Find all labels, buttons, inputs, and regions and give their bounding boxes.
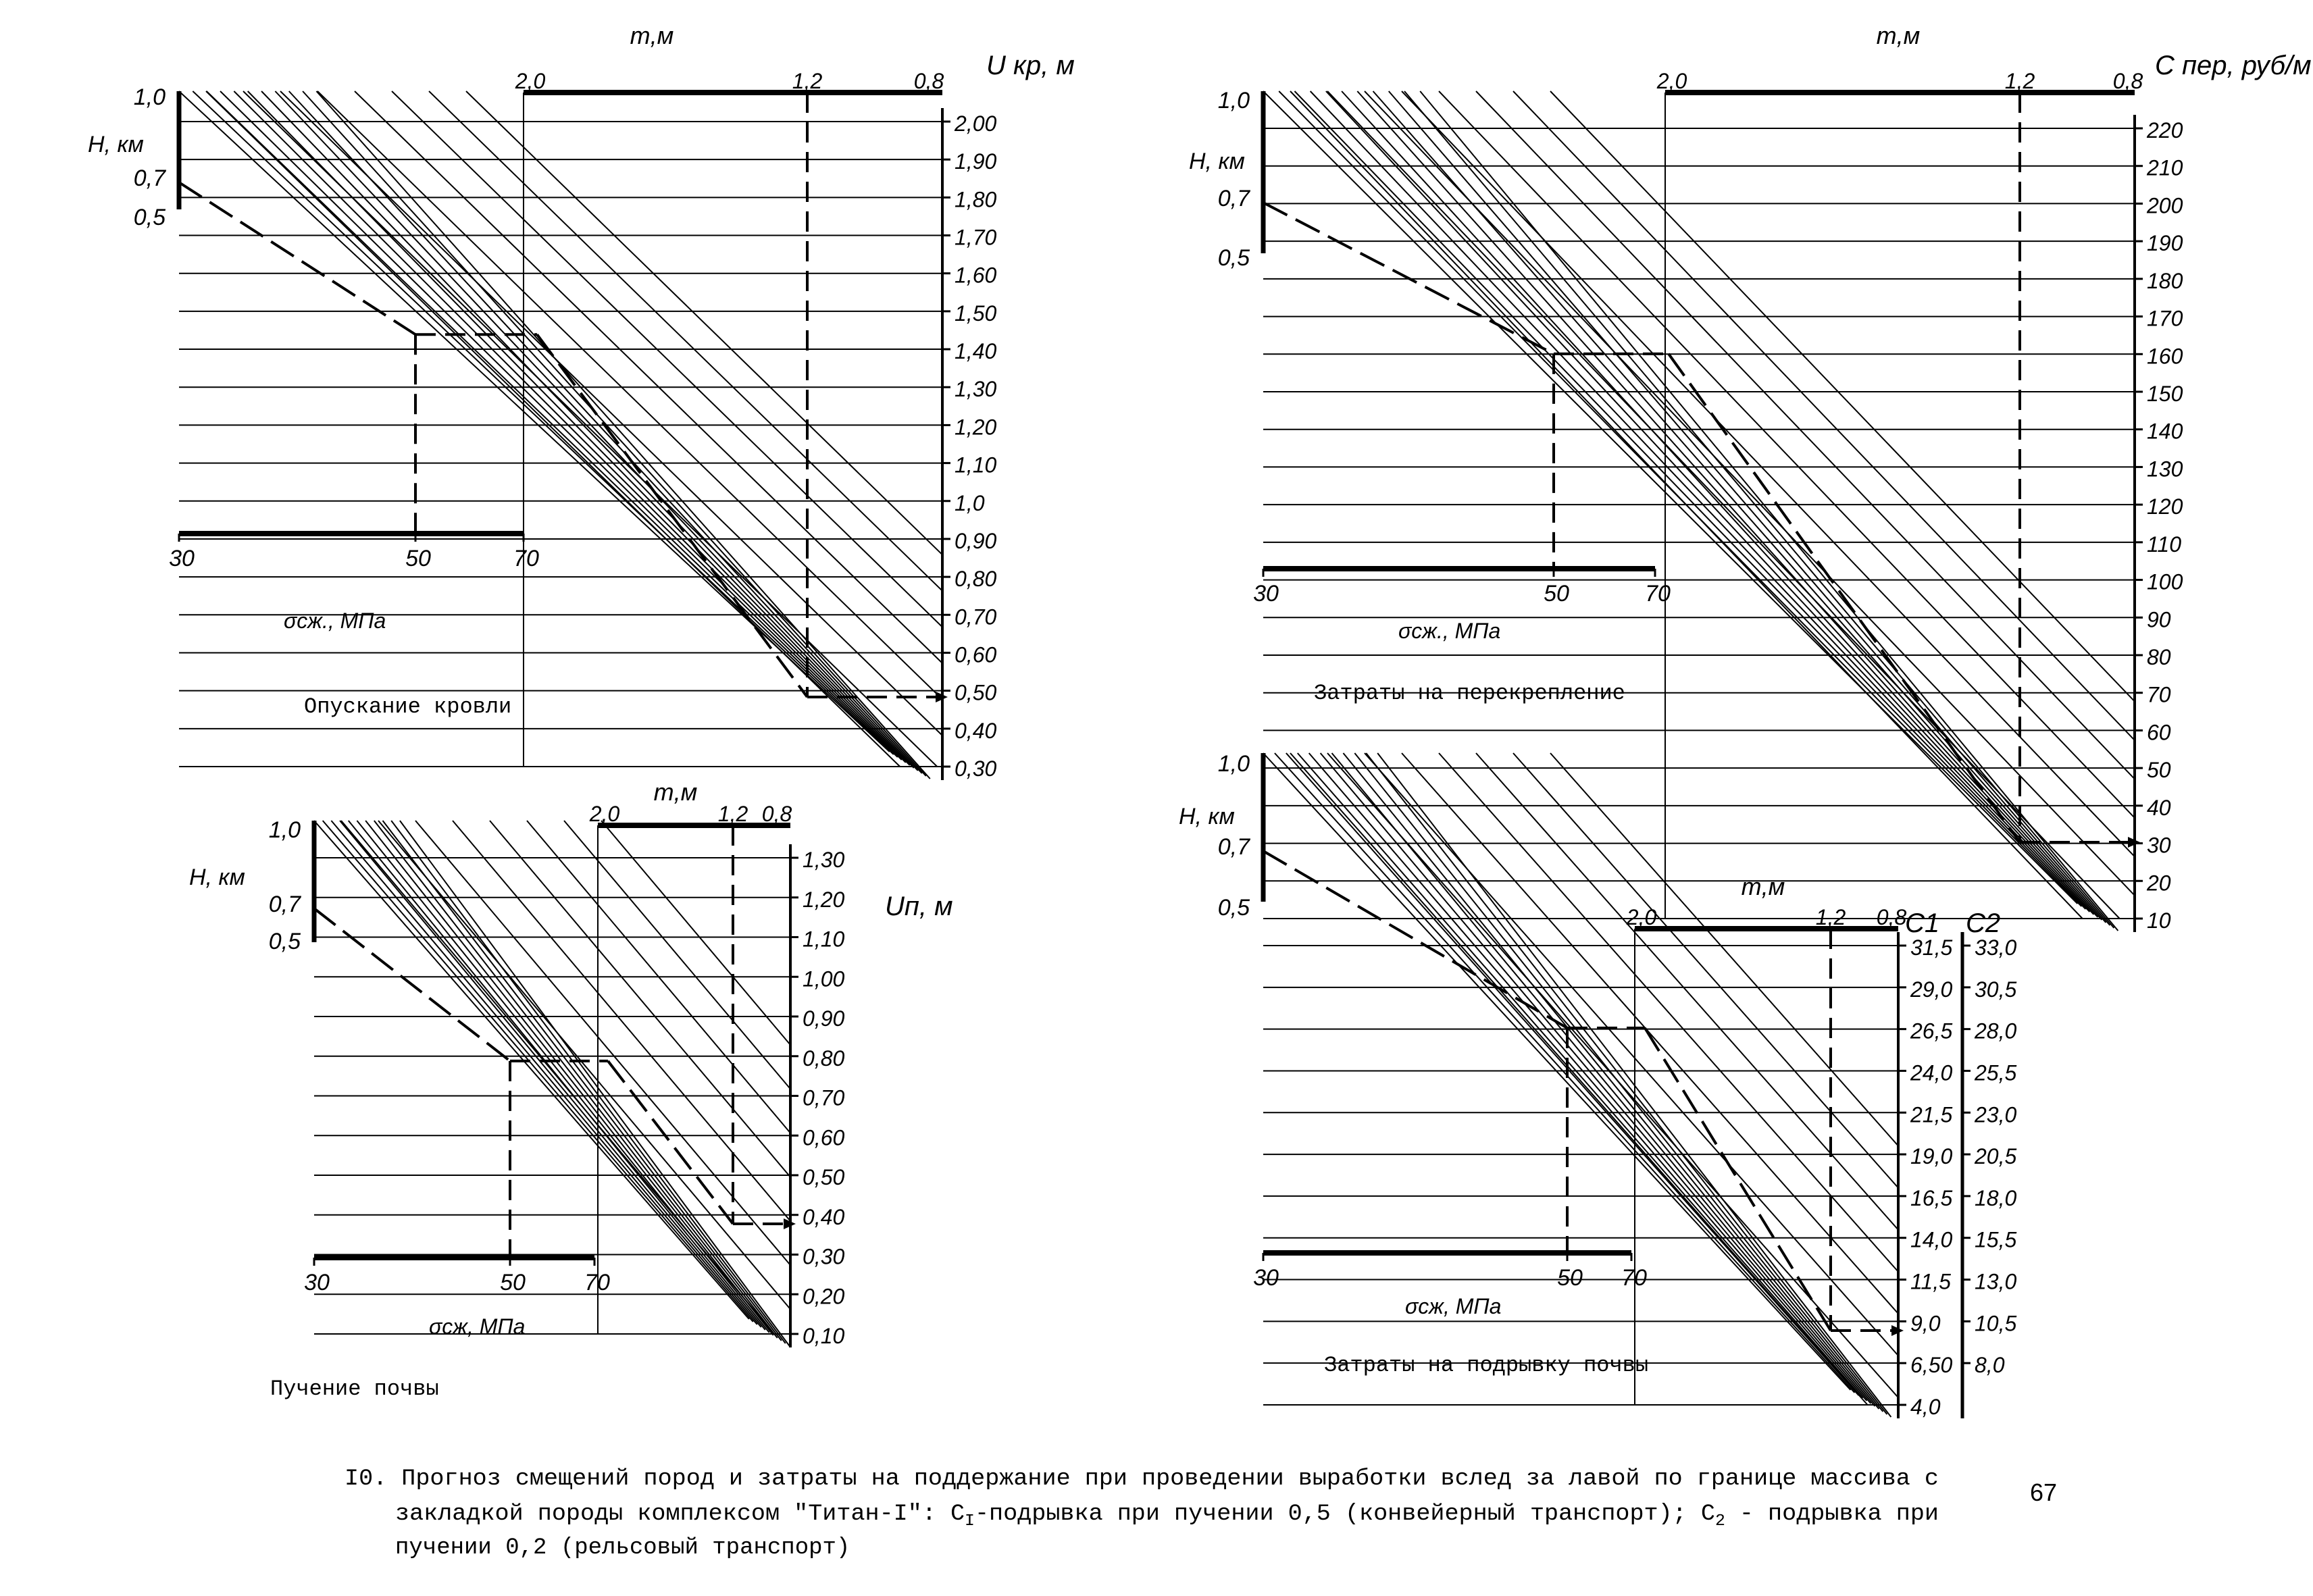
output-axis-label: U кр, м (986, 51, 1075, 80)
output-tick-label: 1,10 (803, 927, 845, 952)
output-tick-label: 0,80 (955, 567, 997, 592)
output-tick-label: 40 (2147, 795, 2171, 820)
diagonal-line (1326, 91, 2094, 915)
output-tick-label: 1,10 (955, 453, 997, 478)
output-tick-label: 1,60 (955, 263, 997, 288)
sigma-tick-label: 70 (584, 1270, 610, 1295)
sigma-tick-label: 50 (1557, 1265, 1583, 1291)
diagonal-line (280, 91, 942, 736)
panel-3-diagonals (314, 821, 790, 1346)
output-tick-label: 1,90 (955, 149, 997, 174)
h-axis-tick-label: 1,0 (133, 84, 166, 110)
output-tick-label: 0,90 (803, 1006, 845, 1031)
sigma-tick-label: 30 (1253, 1265, 1279, 1291)
output-tick-label: 1,80 (955, 187, 997, 212)
diagonal-line (1294, 91, 2085, 909)
m-tick-label: 0,8 (1876, 905, 1907, 929)
diagonal-line (378, 821, 790, 1309)
h-axis-tick-label: 0,7 (1217, 834, 1250, 860)
output-tick-label: 0,60 (803, 1125, 845, 1150)
h-axis-tick-label: 0,5 (1217, 895, 1250, 921)
diagonal-line (1290, 753, 1868, 1405)
output-tick-label: 0,80 (803, 1046, 845, 1071)
diagonal-line (490, 821, 790, 1177)
caption-line-1: I0. Прогноз смещений пород и затраты на поддержание при проведении выработки вслед за лавой по границе массива с (345, 1466, 1939, 1492)
m-tick-label: 0,8 (761, 802, 792, 826)
sigma-axis-label: σсж, МПа (1405, 1294, 1502, 1318)
output-c2-tick-label: 10,5 (1975, 1311, 2017, 1336)
m-tick-label: 2,0 (1626, 905, 1657, 929)
output-tick-label: 90 (2147, 607, 2171, 632)
caption-line-3: пучении 0,2 (рельсовый транспорт) (395, 1535, 850, 1561)
diagonal-line (207, 91, 898, 757)
diagonal-line (1476, 91, 2135, 779)
example-path (314, 908, 510, 1061)
output-tick-label: 110 (2147, 532, 2182, 557)
sigma-axis-label: σсж., МПа (284, 609, 386, 633)
output-tick-label: 170 (2147, 306, 2183, 331)
caption-line-2: закладкой породы комплексом "Титан-I": С $_I$-подрывка при пучении 0,5 (конвейерный транспорт); С $_2$ - подрывка при (395, 1501, 1932, 1530)
output-axis-c2-label: С2 (1966, 908, 2001, 938)
m-axis-label: m,м (653, 778, 698, 806)
output-tick-label: 0,40 (803, 1204, 845, 1229)
panel-title: Затраты на подрывку почвы (1324, 1353, 1649, 1378)
output-tick-label: 1,20 (803, 887, 845, 912)
output-tick-label: 0,50 (803, 1165, 845, 1189)
diagonal-line (1309, 753, 1867, 1401)
sigma-tick-label: 70 (1645, 581, 1671, 607)
diagonal-line (314, 821, 749, 1319)
output-tick-label: 120 (2147, 494, 2183, 519)
diagonal-line (400, 821, 790, 1346)
diagonal-line (275, 91, 917, 771)
panel-4 (1179, 751, 2016, 1419)
output-tick-label: 0,20 (803, 1284, 845, 1309)
h-axis-tick-label: 0,5 (133, 205, 166, 230)
figure-caption (345, 1466, 1939, 1561)
output-tick-label: 210 (2147, 155, 2183, 180)
output-tick-label: 26,5 (1910, 1019, 1953, 1044)
example-path (1645, 1028, 1831, 1331)
sigma-tick-label: 50 (1544, 581, 1569, 607)
diagonal-line (392, 91, 942, 627)
h-axis-tick-label: 0,5 (1217, 245, 1250, 271)
h-axis-tick-label: 0,7 (133, 165, 166, 191)
sigma-tick-label: 30 (1253, 581, 1279, 607)
diagonal-line (303, 91, 926, 776)
diagonal-line (1298, 753, 1863, 1398)
m-tick-label: 0,8 (913, 69, 944, 93)
output-c2-tick-label: 33,0 (1975, 935, 2017, 960)
output-tick-label: 20 (2147, 871, 2171, 896)
diagonal-line (1402, 753, 1898, 1314)
h-axis-tick-label: 0,5 (268, 929, 301, 954)
sigma-tick-label: 30 (304, 1270, 330, 1295)
output-tick-label: 6,50 (1910, 1353, 1953, 1378)
diagonal-line (1420, 91, 2118, 931)
sigma-axis-label: σсж, МПа (429, 1314, 526, 1339)
m-axis-label: m,м (1876, 22, 1921, 49)
output-axis-label: Uп, м (885, 892, 953, 921)
sigma-tick-label: 70 (1621, 1265, 1647, 1291)
sigma-tick-label: 50 (405, 546, 431, 571)
diagonal-line (391, 821, 786, 1343)
output-tick-label: 10 (2147, 908, 2171, 933)
sigma-tick-label: 50 (500, 1270, 526, 1295)
output-tick-label: 0,50 (955, 680, 997, 705)
h-axis-label: Н, км (1189, 149, 1245, 174)
m-tick-label: 0,8 (2112, 69, 2143, 93)
output-tick-label: 220 (2147, 118, 2183, 143)
output-tick-label: 16,5 (1910, 1185, 1953, 1210)
diagonal-line (1513, 753, 1898, 1188)
diagonal-line (317, 91, 942, 699)
output-tick-label: 0,30 (803, 1244, 845, 1269)
output-tick-label: 140 (2147, 419, 2183, 444)
panel-1-diagonals (179, 91, 942, 779)
m-axis-label: m,м (630, 22, 674, 49)
m-axis-label: m,м (1741, 873, 1785, 900)
output-tick-label: 9,0 (1910, 1311, 1941, 1336)
diagonal-line (1513, 91, 2135, 740)
output-tick-label: 60 (2147, 720, 2171, 745)
diagonal-line (206, 91, 900, 767)
output-c2-tick-label: 30,5 (1975, 977, 2017, 1002)
diagonal-line (1311, 91, 2090, 912)
sigma-axis-label: σсж., МПа (1398, 619, 1501, 643)
output-tick-label: 1,0 (955, 490, 985, 515)
diagonal-line (1389, 91, 2110, 925)
diagonal-line (331, 821, 757, 1324)
panel-title: Пучение почвы (270, 1376, 439, 1401)
h-axis-tick-label: 1,0 (268, 817, 301, 843)
diagonal-line (1263, 753, 1850, 1390)
output-tick-label: 31,5 (1910, 935, 1953, 960)
example-path (537, 334, 807, 697)
output-c2-tick-label: 28,0 (1975, 1019, 2017, 1044)
diagonal-line (193, 91, 893, 754)
m-tick-label: 2,0 (1656, 69, 1687, 93)
output-tick-label: 14,0 (1910, 1227, 1953, 1252)
output-tick-label: 150 (2147, 382, 2183, 406)
output-tick-label: 29,0 (1910, 977, 1953, 1002)
h-axis-label: Н, км (1179, 804, 1235, 829)
diagonal-line (1373, 91, 2106, 923)
diagonal-line (383, 821, 782, 1341)
output-tick-label: 1,30 (803, 848, 845, 872)
m-tick-label: 1,2 (717, 802, 748, 826)
panel-3-example-path (314, 825, 796, 1258)
output-tick-label: 0,40 (955, 718, 997, 743)
page-number: 67 (2030, 1478, 2058, 1506)
output-tick-label: 30 (2147, 833, 2171, 858)
output-tick-label: 160 (2147, 344, 2183, 369)
sigma-tick-label: 70 (513, 546, 539, 571)
diagonal-line (601, 821, 790, 1045)
output-tick-label: 0,70 (955, 604, 997, 629)
output-tick-label: 1,70 (955, 225, 997, 250)
h-axis-tick-label: 0,7 (268, 892, 301, 917)
diagonal-line (453, 821, 790, 1221)
diagonal-line (1550, 91, 2135, 702)
h-axis-label: Н, км (88, 132, 144, 157)
output-tick-label: 0,60 (955, 642, 997, 667)
output-tick-label: 24,0 (1910, 1060, 1953, 1085)
output-tick-label: 0,10 (803, 1324, 845, 1348)
output-tick-label: 100 (2147, 569, 2183, 594)
output-tick-label: 1,50 (955, 301, 997, 326)
diagonal-line (1439, 753, 1898, 1272)
h-axis-label: Н, км (189, 865, 245, 890)
output-tick-label: 0,70 (803, 1085, 845, 1110)
diagonal-line (374, 821, 778, 1338)
diagonal-line (1263, 91, 2077, 904)
output-tick-label: 11,5 (1910, 1269, 1951, 1294)
output-tick-label: 21,5 (1910, 1102, 1953, 1127)
nomogram-panels (88, 22, 2312, 1419)
diagonal-line (1402, 91, 2135, 856)
diagonal-line (1286, 753, 1859, 1395)
output-axis-label: С пер, руб/м (2155, 51, 2312, 80)
diagonal-line (1275, 753, 1854, 1393)
output-tick-label: 180 (2147, 268, 2183, 293)
output-tick-label: 1,00 (803, 967, 845, 992)
diagonal-line (340, 821, 761, 1327)
output-tick-label: 70 (2147, 682, 2171, 707)
panel-1 (88, 22, 1075, 781)
h-axis-tick-label: 1,0 (1217, 88, 1250, 113)
panel-2-example-path (1263, 93, 2140, 848)
example-path (1669, 354, 2020, 842)
diagonal-line (429, 91, 942, 591)
output-c2-tick-label: 23,0 (1975, 1102, 2017, 1127)
output-tick-label: 0,30 (955, 756, 997, 781)
m-tick-label: 2,0 (589, 802, 620, 826)
sigma-tick-label: 30 (169, 546, 195, 571)
output-tick-label: 0,90 (955, 528, 997, 553)
m-tick-label: 1,2 (792, 69, 823, 93)
h-axis-tick-label: 0,7 (1217, 186, 1250, 211)
output-c2-tick-label: 20,5 (1975, 1144, 2017, 1169)
diagonal-line (1357, 91, 2102, 920)
example-path (608, 1061, 733, 1224)
h-axis-tick-label: 1,0 (1217, 751, 1250, 777)
diagonal-line (316, 91, 930, 779)
m-tick-label: 1,2 (2004, 69, 2035, 93)
panel-2-diagonals (1263, 91, 2135, 931)
panel-title: Затраты на перекрепление (1314, 681, 1625, 706)
output-tick-label: 1,40 (955, 339, 997, 364)
m-tick-label: 1,2 (1815, 905, 1846, 929)
panel-4-diagonals (1263, 753, 1898, 1417)
output-c2-tick-label: 25,5 (1975, 1060, 2017, 1085)
output-c2-tick-label: 15,5 (1975, 1227, 2017, 1252)
m-tick-label: 2,0 (515, 69, 546, 93)
panel-title: Опускание кровли (304, 694, 512, 719)
output-c2-tick-label: 8,0 (1975, 1353, 2005, 1378)
output-tick-label: 4,0 (1910, 1395, 1941, 1419)
output-tick-label: 19,0 (1910, 1144, 1953, 1169)
output-tick-label: 80 (2147, 645, 2171, 669)
output-tick-label: 130 (2147, 457, 2183, 482)
diagonal-line (261, 91, 914, 768)
diagonal-line (323, 821, 753, 1322)
output-tick-label: 50 (2147, 758, 2171, 783)
diagonal-line (1321, 753, 1871, 1404)
diagonal-line (1439, 91, 2135, 818)
output-c2-tick-label: 13,0 (1975, 1269, 2017, 1294)
output-tick-label: 2,00 (955, 111, 997, 136)
diagonal-line (243, 91, 937, 767)
output-tick-label: 1,30 (955, 377, 997, 402)
output-axis-label: С1 (1905, 908, 1940, 938)
diagonal-line (466, 91, 942, 555)
panel-3 (189, 778, 953, 1401)
diagonal-line (289, 91, 922, 773)
output-tick-label: 1,20 (955, 415, 997, 440)
output-tick-label: 190 (2147, 231, 2183, 256)
output-tick-label: 200 (2147, 193, 2183, 218)
output-c2-tick-label: 18,0 (1975, 1185, 2017, 1210)
